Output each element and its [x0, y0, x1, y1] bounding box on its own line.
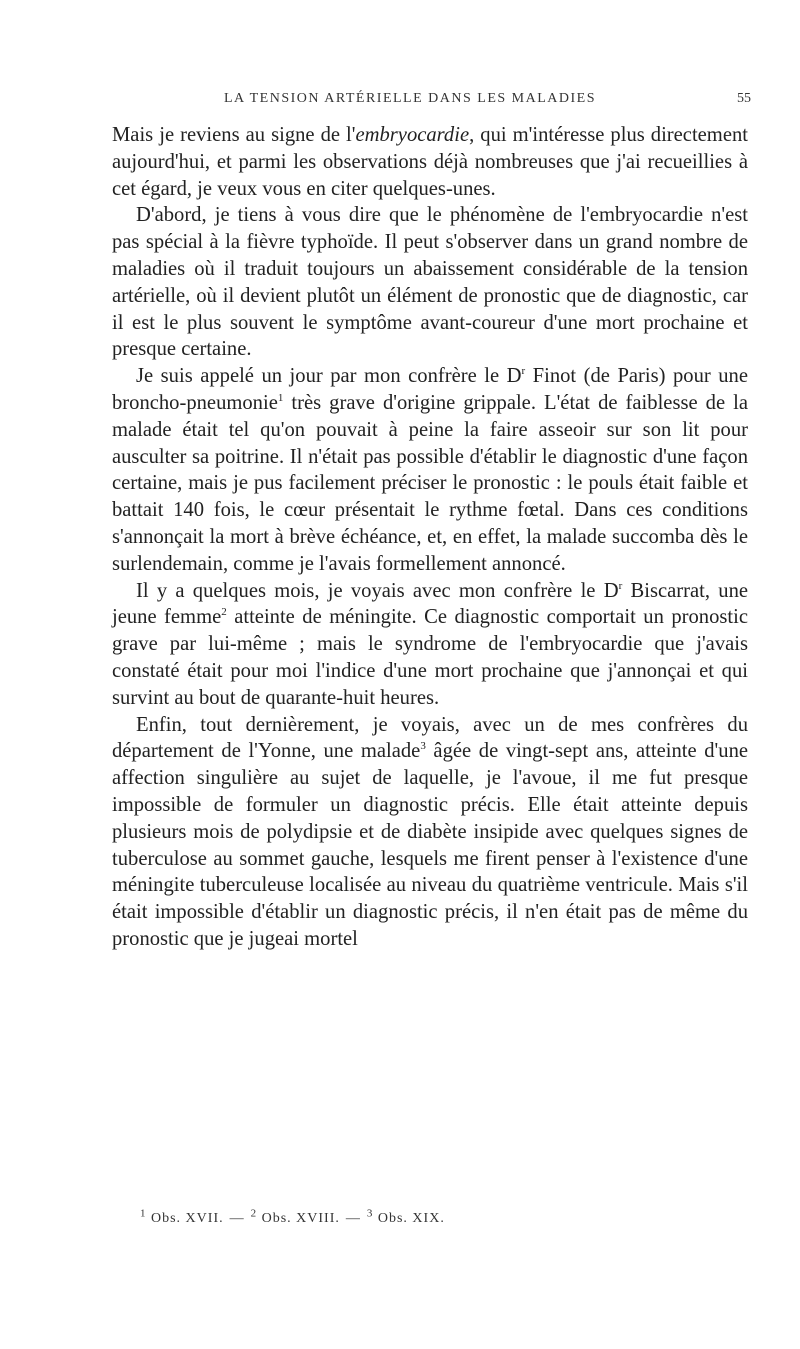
p4-text-3: atteinte de méningite. Ce diagnostic comportait un pronostic grave par lui-même ; mais le syndrome de l'embryocardie que j'avais constaté était pour moi l'indice d'une mort prochaine que j'annonçai et qui survint au bout de quarante-huit heures.: [112, 606, 748, 709]
footnote-2: $^2$ Obs. XVIII.: [250, 1207, 340, 1226]
p5-text-1: Enfin, tout dernièrement, je voyais, avec un de mes confrères du département de l'Yonne, une malade: [112, 713, 748, 763]
p1-text-before: Mais je reviens au signe de l': [112, 124, 356, 146]
footnote-separator-2: —: [345, 1211, 361, 1226]
footnote-ref-1: 1: [277, 392, 284, 405]
footnote-separator-1: —: [229, 1211, 245, 1226]
paragraph-2: D'abord, je tiens à vous dire que le phénomène de l'embryocardie n'est pas spécial à la fièvre typhoïde. Il peut s'observer dans un grand nombre de maladies où il traduit toujours un abaissement considérable de la tension artérielle, où il devient plutôt un élément de pronostic que de diagnostic, car il est le plus souvent le symptôme avant-coureur d'une mort prochaine et presque certaine.: [112, 204, 748, 361]
footnote-3: $^3$ Obs. XIX.: [366, 1207, 445, 1226]
p4-text-1: Il y a quelques mois, je voyais avec mon confrère le D: [136, 579, 619, 602]
footnotes: [140, 1207, 445, 1227]
footnote-1: $^1$ Obs. XVII.: [140, 1207, 224, 1226]
footnote-ref-3: 3: [420, 740, 426, 753]
p5-text-2: âgée de vingt-sept ans, atteinte d'une affection singulière au sujet de laquelle, je l'avoue, il me fut presque impossible de formuler un diagnostic précis. Elle était atteinte depuis plusieurs mois de polydipsie et de diabète insipide avec quelques signes de tuberculose au sommet gauche, lesquels me firent penser à l'existence d'une méningite tuberculeuse localisée au niveau du quatrième ventricule. Mais s'il était impossible d'établir un diagnostic précis, il n'en était pas de même du pronostic que je jugeai mortel: [112, 740, 749, 950]
paragraph-4: [112, 578, 748, 712]
p3-text-1: Je suis appelé un jour par mon confrère le D: [136, 365, 522, 388]
p4-doctor-sup: r: [618, 579, 623, 592]
p3-text-2: Finot (de Paris) pour une broncho-pneumonie: [112, 365, 748, 414]
p3-text-3: très grave d'origine grippale. L'état de faiblesse de la malade était tel qu'on pouvait à peine la faire asseoir sur son lit pour ausculter sa poitrine. Il n'était pas possible d'établir le diagnostic d'une façon certaine, mais je pus facilement préciser le pronostic : le pouls était faible et battait 140 fois, le cœur présentait le rythme fœtal. Dans ces conditions s'annonçait la mort à brève échéance, et, en effet, la malade succomba dès le surlendemain, comme je l'avais formellement annoncé.: [112, 391, 748, 575]
paragraph-3: [112, 363, 748, 577]
p4-text-2: Biscarrat, une jeune femme: [112, 579, 749, 629]
paragraph-5: [112, 712, 748, 953]
p1-emphasis: embryocardie: [355, 124, 470, 146]
body-text: [112, 122, 748, 953]
page-number: 55: [737, 91, 751, 106]
footnote-ref-2: 2: [221, 606, 227, 619]
paragraph-1: [112, 122, 748, 202]
p1-text-after: , qui m'intéresse plus directement aujourd'hui, et parmi les observations déjà nombreuses que j'ai recueillies à cet égard, je veux vous en citer quelques-unes.: [112, 124, 748, 200]
p3-doctor-sup: r: [521, 365, 526, 378]
running-title: LA TENSION ARTÉRIELLE DANS LES MALADIES: [223, 91, 596, 106]
